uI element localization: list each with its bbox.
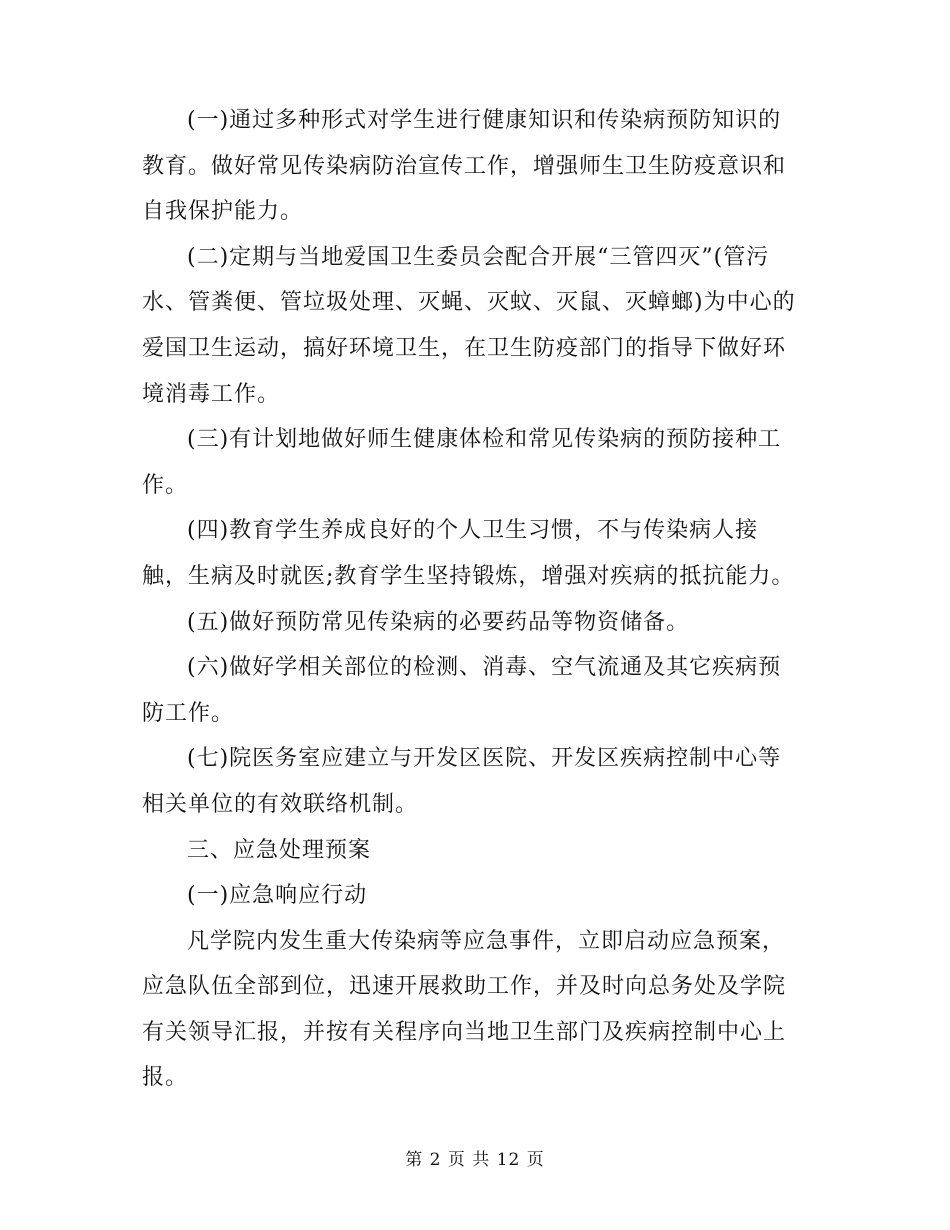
paragraph-line: (七)院医务室应建立与开发区医院、开发区疾病控制中心等	[187, 746, 782, 772]
paragraph-line: 触，生病及时就医;教育学生坚持锻炼，增强对疾病的抵抗能力。	[142, 563, 795, 589]
paragraph-line: 作。	[142, 472, 189, 498]
paragraph-line: (五)做好预防常见传染病的必要药品等物资储备。	[187, 609, 690, 635]
paragraph-line: 自我保护能力。	[142, 199, 304, 225]
paragraph-line: (三)有计划地做好师生健康体检和常见传染病的预防接种工	[187, 427, 782, 453]
paragraph-line: 凡学院内发生重大传染病等应急事件，立即启动应急预案，	[187, 928, 786, 954]
paragraph-line: 防工作。	[142, 700, 235, 726]
paragraph-line: 应急队伍全部到位，迅速开展救助工作，并及时向总务处及学院	[142, 974, 787, 1000]
paragraph-5	[142, 600, 808, 646]
document-body	[142, 98, 808, 1101]
subsection-heading	[142, 873, 808, 919]
paragraph-1	[142, 98, 808, 235]
section-heading	[142, 828, 808, 874]
paragraph-7	[142, 736, 808, 827]
paragraph-line: 有关领导汇报，并按有关程序向当地卫生部门及疾病控制中心上	[142, 1019, 787, 1045]
paragraph-4	[142, 508, 808, 599]
paragraph-6	[142, 645, 808, 736]
page-number-footer: 第 2 页 共 12 页	[405, 1150, 545, 1170]
paragraph-line: 相关单位的有效联络机制。	[142, 791, 419, 817]
paragraph-2	[142, 235, 808, 417]
subsection-heading-text: (一)应急响应行动	[187, 883, 368, 909]
paragraph-line: 报。	[142, 1065, 189, 1091]
paragraph-line: 水、管粪便、管垃圾处理、灭蝇、灭蚊、灭鼠、灭蟑螂)为中心的	[142, 290, 796, 316]
paragraph-line: 教育。做好常见传染病防治宣传工作，增强师生卫生防疫意识和	[142, 153, 787, 179]
paragraph-8	[142, 919, 808, 1101]
section-heading-text: 三、应急处理预案	[187, 837, 372, 863]
paragraph-line: 爱国卫生运动，搞好环境卫生，在卫生防疫部门的指导下做好环	[142, 335, 787, 361]
paragraph-line: (四)教育学生养成良好的个人卫生习惯，不与传染病人接	[187, 518, 759, 544]
paragraph-line: (一)通过多种形式对学生进行健康知识和传染病预防知识的	[187, 108, 782, 133]
paragraph-line: (二)定期与当地爱国卫生委员会配合开展“三管四灭”(管污	[187, 244, 770, 270]
paragraph-line: (六)做好学相关部位的检测、消毒、空气流通及其它疾病预	[187, 655, 782, 681]
paragraph-line: 境消毒工作。	[142, 381, 281, 407]
paragraph-3	[142, 417, 808, 508]
